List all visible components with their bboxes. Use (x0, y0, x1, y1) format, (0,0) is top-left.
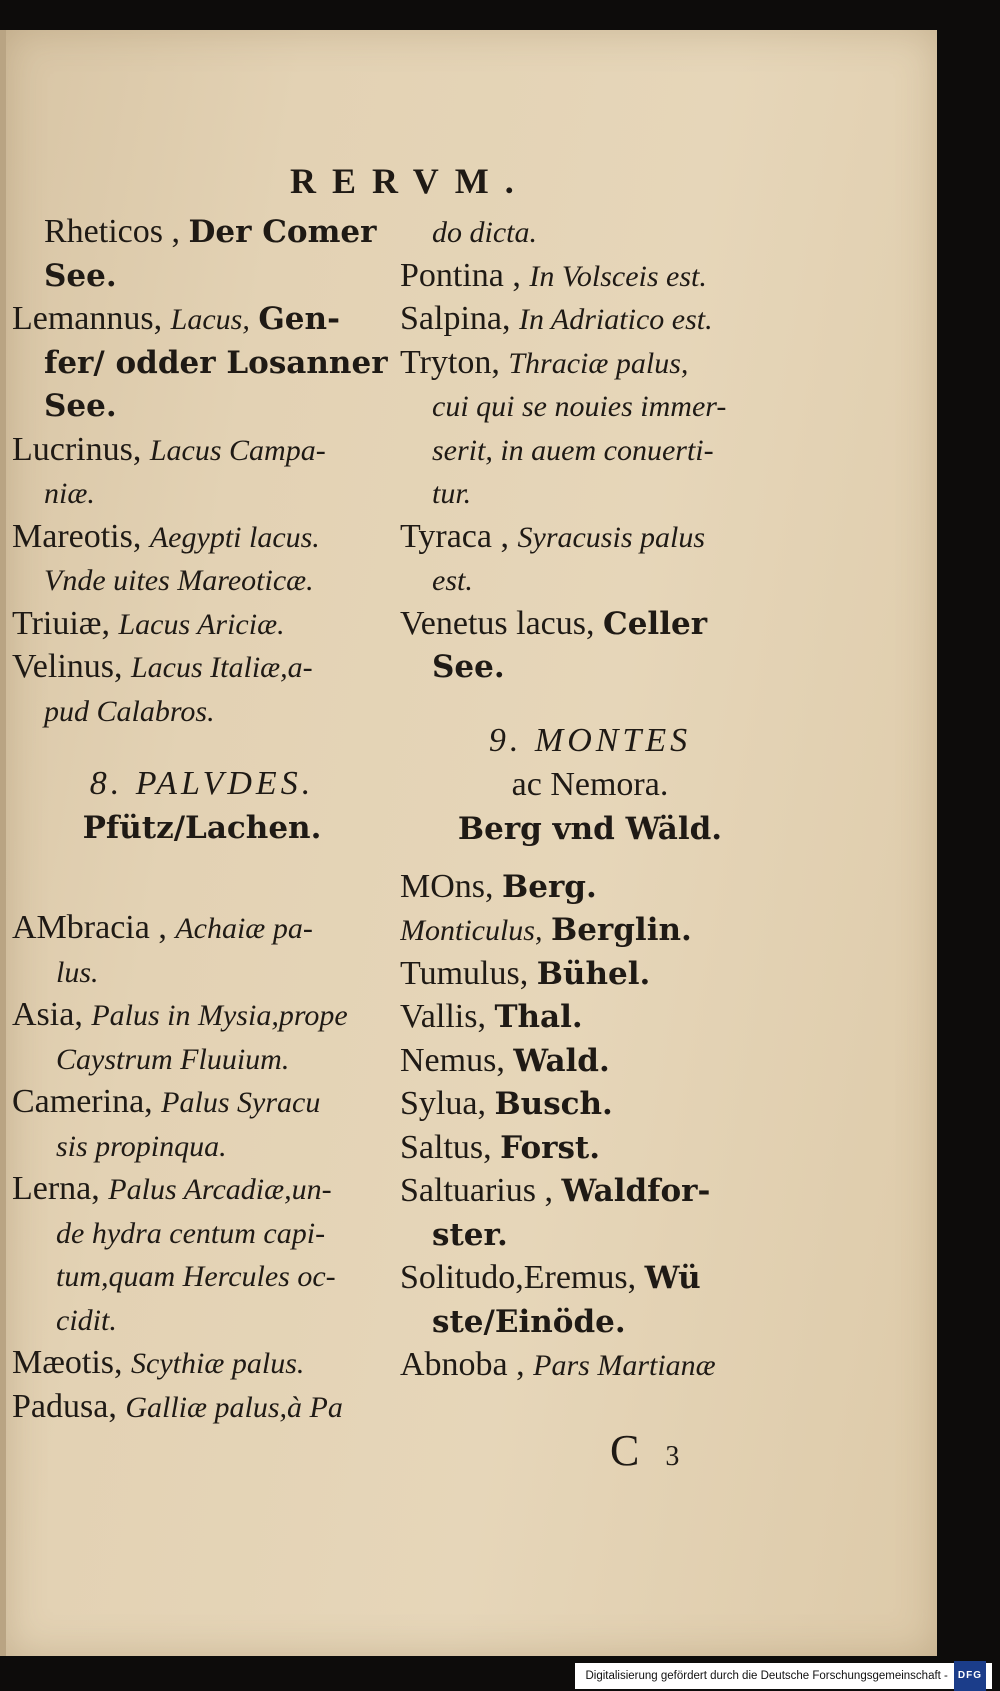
entry-head: Mareotis, (12, 517, 142, 555)
entry-head: Tumulus, (400, 954, 529, 992)
dfg-logo: DFG (954, 1661, 986, 1691)
entry-gloss: Achaiæ pa- (175, 912, 313, 945)
entry-gloss: Palus Arcadiæ,un- (108, 1173, 332, 1206)
entry-gloss: Thraciæ palus, (508, 346, 689, 380)
entry-head: Saltus, (400, 1128, 492, 1166)
montes-entries (400, 865, 780, 1387)
entry-frak: fer/ odder Losanner (44, 344, 388, 381)
entry-gloss: In Adriatico est. (518, 303, 713, 336)
entry-frak: Waldfor- (561, 1173, 711, 1209)
entry-gloss: niæ. (44, 477, 95, 510)
entry-frak: Forst. (500, 1129, 601, 1166)
entry-line (12, 1167, 392, 1211)
entry-gloss: Monticulus, (400, 914, 543, 947)
entry-line (400, 1343, 780, 1387)
entry-line (12, 602, 392, 646)
section8-title: 8. PALVDES. (89, 765, 315, 802)
entry-head: Solitudo,Eremus, (400, 1259, 637, 1296)
entry-frak: Wü (644, 1260, 701, 1296)
entry-frak: See. (44, 257, 117, 294)
left-column (12, 210, 392, 1428)
entry-gloss: Lacus Ariciæ. (118, 607, 285, 641)
entry-line (12, 297, 392, 341)
entry-line (400, 1213, 780, 1257)
entry-gloss: Aegypti lacus. (149, 520, 320, 554)
entry-frak: See. (432, 649, 505, 685)
entry-gloss: Lacus, (170, 303, 250, 336)
entry-head: Pontina , (400, 256, 521, 294)
entry-line (400, 1082, 780, 1126)
entry-line (12, 1254, 392, 1298)
entry-head: Triuiæ, (12, 604, 110, 642)
right-entries (400, 210, 780, 689)
entry-frak: ste/Einöde. (432, 1303, 626, 1340)
entry-gloss: de hydra centum capi- (56, 1216, 326, 1250)
section8-german: Pfütz/Lachen. (82, 810, 322, 846)
entry-gloss: Scythiæ palus. (131, 1347, 305, 1380)
spacer (400, 851, 780, 865)
entry-head: Camerina, (12, 1083, 153, 1120)
entry-gloss: Galliæ palus,à Pa (125, 1390, 343, 1424)
entry-line (12, 515, 392, 559)
left-entries (12, 210, 392, 732)
entry-frak: Der Comer (188, 214, 377, 250)
entry-line (12, 950, 392, 994)
entry-frak: Celler (603, 605, 708, 642)
entry-head: Tyraca , (400, 517, 509, 555)
entry-gloss: Palus Syracu (161, 1086, 321, 1119)
entry-head: AMbracia , (12, 909, 167, 946)
right-column (400, 210, 780, 1387)
entry-gloss: Lacus Italiæ,a- (131, 651, 313, 684)
signature-letter: C (610, 1426, 640, 1475)
entry-line (400, 952, 780, 996)
entry-line (400, 1039, 780, 1083)
entry-line (400, 428, 780, 472)
entry-gloss: cidit. (56, 1303, 117, 1337)
entry-line (400, 384, 780, 428)
entry-gloss: serit, in auem conuerti- (432, 433, 714, 467)
entry-gloss: tum,quam Hercules oc- (56, 1260, 336, 1293)
entry-gloss: do dicta. (432, 216, 537, 249)
entry-line (400, 602, 780, 646)
spacer (400, 689, 780, 719)
entry-line (400, 865, 780, 909)
entry-gloss: In Volsceis est. (529, 259, 707, 293)
entry-line (12, 1080, 392, 1124)
entry-gloss: est. (432, 564, 473, 597)
entry-line (12, 1037, 392, 1081)
entry-line (12, 993, 392, 1037)
entry-gloss: tur. (432, 477, 472, 510)
entry-line (12, 428, 392, 472)
entry-gloss: Caystrum Fluuium. (56, 1042, 290, 1076)
entry-gloss: pud Calabros. (44, 694, 215, 728)
entry-line (400, 995, 780, 1039)
entry-line (400, 908, 780, 952)
entry-head: Rheticos , (44, 213, 180, 250)
entry-gloss: Palus in Mysia,prope (91, 999, 348, 1032)
entry-head: MOns, (400, 867, 494, 905)
entry-line (400, 210, 780, 254)
section9-title: 9. MONTES (488, 721, 692, 759)
signature-mark (610, 1425, 679, 1476)
entry-line (12, 689, 392, 733)
entry-line (12, 341, 392, 385)
entry-head: Velinus, (12, 648, 123, 685)
entry-frak: ster. (432, 1216, 508, 1253)
entry-head: Salpina, (400, 300, 511, 337)
entry-head: Lemannus, (12, 300, 163, 337)
entry-gloss: lus. (56, 955, 99, 989)
entry-head: Asia, (12, 996, 83, 1033)
entry-head: Mæotis, (12, 1344, 123, 1381)
entry-line (12, 906, 392, 950)
entry-line (400, 558, 780, 602)
entry-line (12, 471, 392, 515)
spacer (12, 850, 392, 906)
entry-frak: Berg. (502, 868, 597, 905)
entry-line (12, 558, 392, 602)
entry-gloss: Syracusis palus (517, 520, 705, 554)
entry-frak: Gen- (258, 301, 340, 337)
entry-line (12, 1341, 392, 1385)
entry-head: Vallis, (400, 998, 486, 1035)
entry-line (400, 341, 780, 385)
digitization-footer (575, 1663, 992, 1689)
entry-line (400, 1169, 780, 1213)
entry-line (12, 1298, 392, 1342)
entry-line (12, 210, 392, 254)
entry-head: Lerna, (12, 1170, 100, 1207)
entry-head: Sylua, (400, 1085, 486, 1122)
entry-gloss: Vnde uites Mareoticæ. (44, 564, 314, 597)
spacer (12, 732, 392, 762)
entry-head: Venetus lacus, (400, 604, 595, 642)
entry-gloss: cui qui se nouies immer- (432, 390, 727, 423)
entry-line (400, 645, 780, 689)
entry-line (12, 384, 392, 428)
entry-gloss: Lacus Campa- (149, 433, 326, 467)
entry-line (400, 297, 780, 341)
entry-head: Saltuarius , (400, 1172, 553, 1209)
entry-line (12, 1211, 392, 1255)
entry-head: Padusa, (12, 1387, 117, 1425)
entry-line (400, 1300, 780, 1344)
entry-frak: Thal. (494, 999, 583, 1035)
entry-line (400, 254, 780, 298)
section9-german: Berg vnd Wäld. (457, 810, 723, 847)
entry-line (400, 515, 780, 559)
footer-text: Digitalisierung gefördert durch die Deutsche Forschungsgemeinschaft - (585, 1670, 948, 1682)
section9-subtitle: ac Nemora. (511, 765, 669, 803)
entry-frak: See. (44, 388, 117, 424)
entry-gloss: Pars Martianæ (533, 1349, 716, 1382)
entry-line (400, 1126, 780, 1170)
entry-frak: Bühel. (536, 955, 651, 992)
entry-frak: Busch. (494, 1086, 613, 1122)
entry-line (12, 1385, 392, 1429)
entry-line (12, 254, 392, 298)
entry-frak: Berglin. (551, 912, 692, 948)
entry-line (400, 1256, 780, 1300)
running-header: RERVM. (290, 161, 530, 201)
entry-line (12, 1124, 392, 1168)
entry-frak: Wald. (513, 1042, 610, 1079)
signature-number: 3 (665, 1441, 680, 1472)
paludes-entries (12, 906, 392, 1428)
entry-head: Tryton, (400, 343, 500, 381)
entry-head: Abnoba , (400, 1346, 525, 1383)
entry-gloss: sis propinqua. (56, 1129, 227, 1163)
entry-line (400, 471, 780, 515)
entry-head: Nemus, (400, 1041, 505, 1079)
entry-head: Lucrinus, (12, 430, 142, 468)
entry-line (12, 645, 392, 689)
